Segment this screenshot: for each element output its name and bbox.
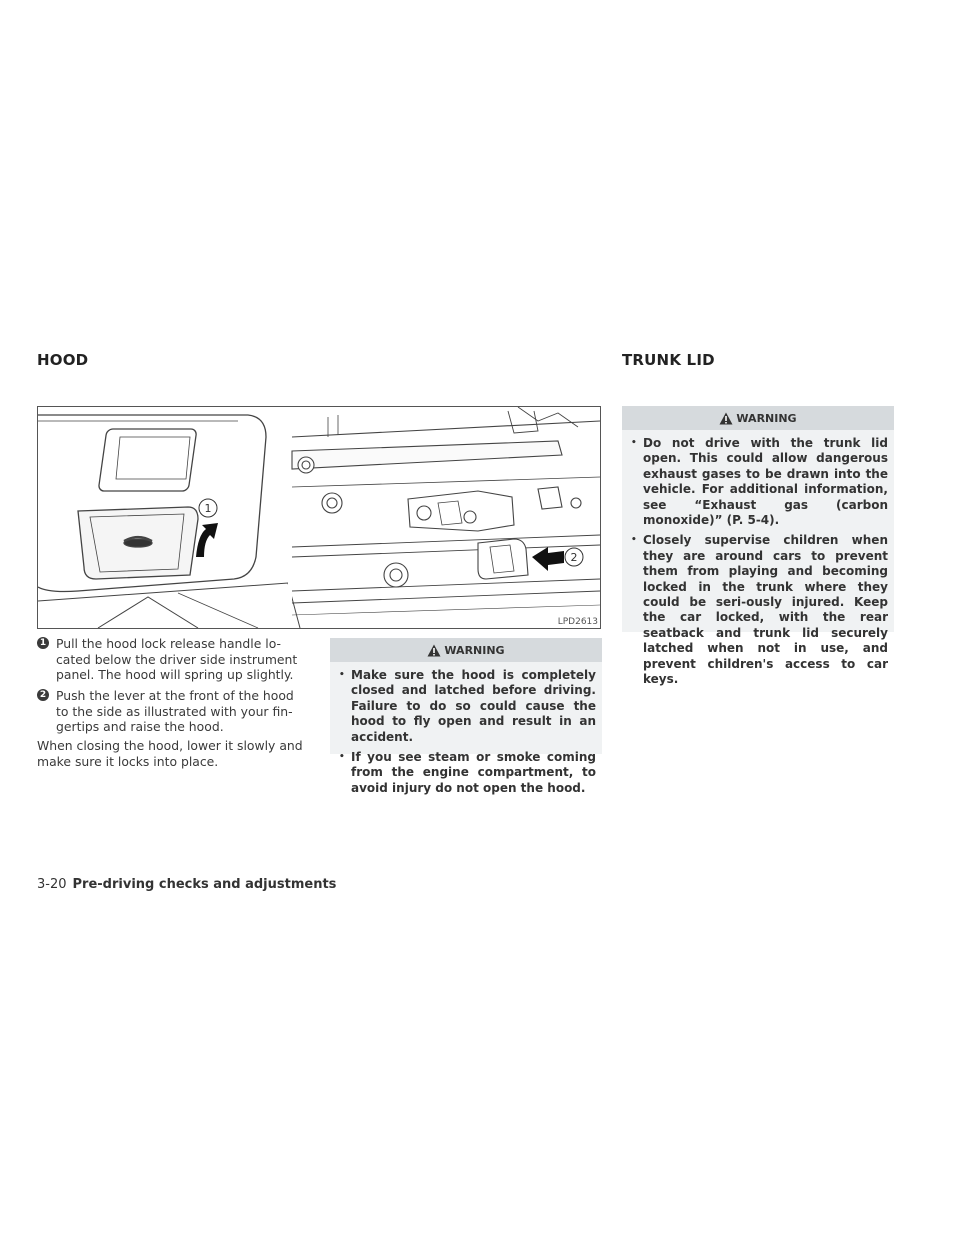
warning-label: WARNING	[736, 411, 797, 425]
warning-list	[622, 430, 894, 699]
warning-label: WARNING	[444, 643, 505, 657]
warning-triangle-icon	[427, 644, 441, 657]
hood-step-2-text: Push the lever at the front of the hood to the side as illustrated with your fin-gertips and raise the hood.	[56, 688, 294, 734]
hood-release-illustration	[37, 406, 601, 629]
warning-item: • If you see steam or smoke coming from the engine compartment, to avoid injury do not open the hood.	[339, 750, 596, 796]
hood-step-1	[37, 636, 309, 683]
warning-item: • Closely supervise children when they are around cars to prevent them from playing and becoming locked in the trunk where they could be seri-ously injured. Keep the car locked, with the rear seatback and trunk lid securely latched when not in use, and prevent children's access to car keys.	[631, 533, 888, 687]
warning-item: • Do not drive with the trunk lid open. This could allow dangerous exhaust gases to be drawn into the vehicle. For additional information, see “Exhaust gas (carbon monoxide)” (P. 5-4).	[631, 436, 888, 528]
warning-header	[622, 406, 894, 430]
warning-list	[330, 662, 602, 807]
page-number: 3-20	[37, 877, 67, 892]
hood-step-1-text: Pull the hood lock release handle lo-cated below the driver side instrument panel. The hood will spring up slightly.	[56, 636, 298, 682]
warning-item: • Make sure the hood is completely closed and latched before driving. Failure to do so could cause the hood to fly open and result in an accident.	[339, 668, 596, 745]
hood-warning-box	[330, 638, 602, 795]
trunk-lid-heading: TRUNK LID	[622, 351, 715, 369]
trunk-warning-box	[622, 406, 894, 687]
hood-heading: HOOD	[37, 351, 89, 369]
svg-text:2: 2	[570, 551, 578, 564]
hood-latch-drawing	[292, 407, 600, 615]
callout-2-marker	[532, 547, 583, 571]
warning-header	[330, 638, 602, 662]
warning-triangle-icon	[719, 412, 733, 425]
figure-code: LPD2613	[557, 617, 598, 627]
chapter-title: Pre-driving checks and adjustments	[72, 877, 337, 892]
step-number-badge: 2	[37, 689, 49, 701]
dashboard-panel-drawing	[38, 415, 300, 628]
hood-step-2	[37, 688, 309, 735]
illustration-drawing	[38, 407, 600, 628]
hood-closing-text: When closing the hood, lower it slowly and make sure it locks into place.	[37, 738, 303, 769]
step-number-badge: 1	[37, 637, 49, 649]
page-footer	[37, 877, 336, 892]
svg-text:1: 1	[204, 502, 212, 515]
